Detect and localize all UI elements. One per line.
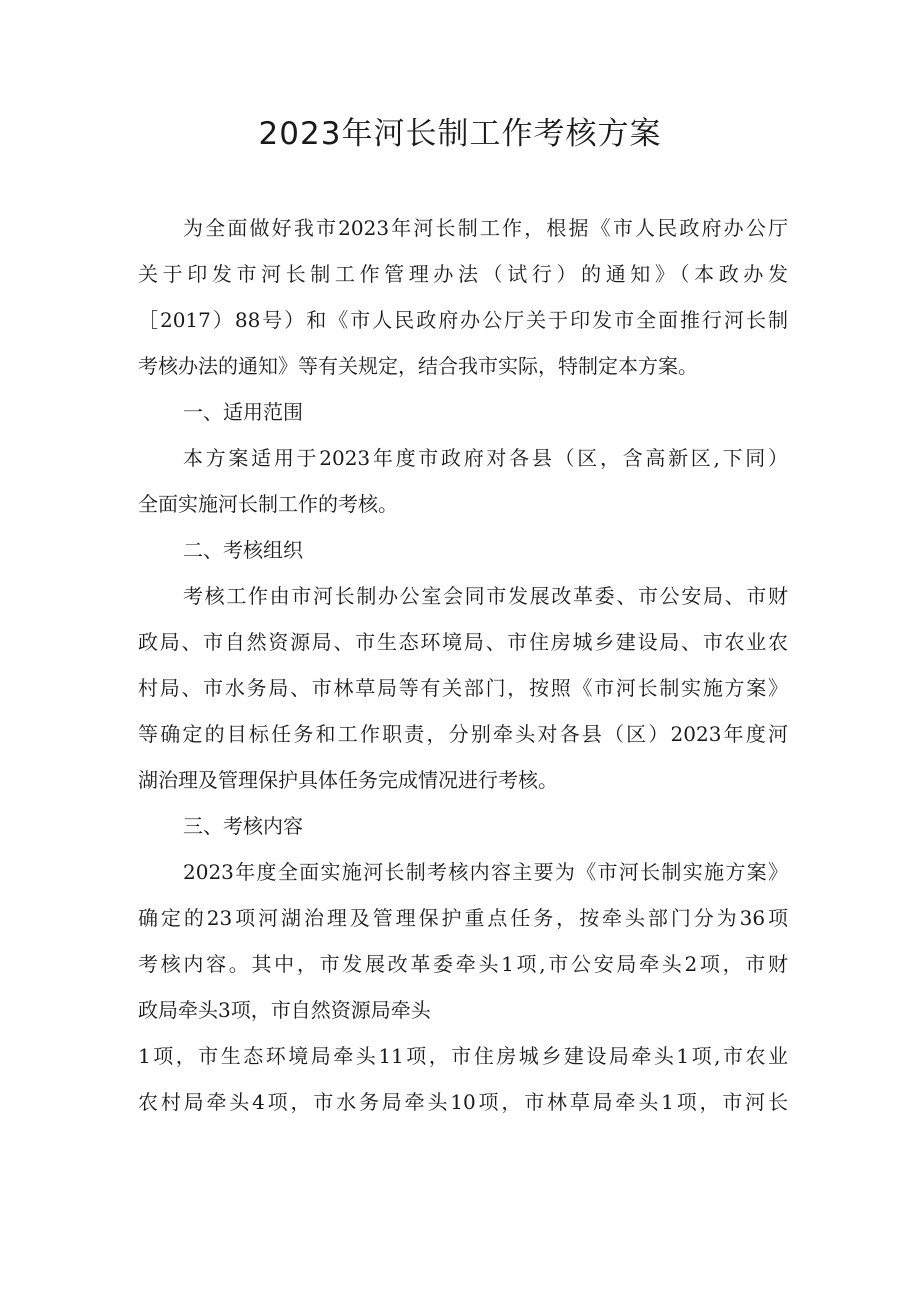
paragraph-line: 关于印发市河长制工作管理办法（试行）的通知》（本政办发 (138, 262, 788, 286)
paragraph-line: 考核工作由市河长制办公室会同市发展改革委、市公安局、市财 (183, 584, 788, 608)
paragraph-line: 考核内容。其中，市发展改革委牵头1项,市公安局牵头2项，市财 (138, 952, 788, 976)
paragraph-line: 确定的23项河湖治理及管理保护重点任务，按牵头部门分为36项 (138, 906, 788, 930)
section-heading: 三、考核内容 (183, 814, 303, 838)
paragraph-line: 为全面做好我市2023年河长制工作，根据《市人民政府办公厅 (183, 216, 788, 240)
paragraph-line: 村局、市水务局、市林草局等有关部门，按照《市河长制实施方案》 (138, 676, 788, 700)
paragraph-line: ［2017）88号）和《市人民政府办公厅关于印发市全面推行河长制 (138, 308, 788, 332)
paragraph-line: 2023年度全面实施河长制考核内容主要为《市河长制实施方案》 (183, 860, 788, 884)
paragraph-line: 湖治理及管理保护具体任务完成情况进行考核。 (138, 768, 558, 792)
paragraph-line: 政局牵头3项，市自然资源局牵头 (138, 998, 431, 1022)
paragraph-line: 本方案适用于2023年度市政府对各县（区，含高新区,下同） (183, 446, 788, 470)
document-title: 2023年河长制工作考核方案 (258, 116, 662, 152)
section-heading: 一、适用范围 (183, 400, 303, 424)
paragraph-line: 全面实施河长制工作的考核。 (138, 492, 398, 516)
paragraph-line: 政局、市自然资源局、市生态环境局、市住房城乡建设局、市农业农 (138, 630, 788, 654)
document-body (138, 205, 788, 1125)
paragraph-line: 考核办法的通知》等有关规定，结合我市实际，特制定本方案。 (138, 354, 698, 378)
paragraph-line: 等确定的目标任务和工作职责，分别牵头对各县（区）2023年度河 (138, 722, 788, 746)
paragraph-line: 农村局牵头4项，市水务局牵头10项，市林草局牵头1项，市河长 (138, 1090, 788, 1114)
section-heading: 二、考核组织 (183, 538, 303, 562)
paragraph-line: 1项，市生态环境局牵头11项，市住房城乡建设局牵头1项,市农业 (138, 1044, 788, 1068)
